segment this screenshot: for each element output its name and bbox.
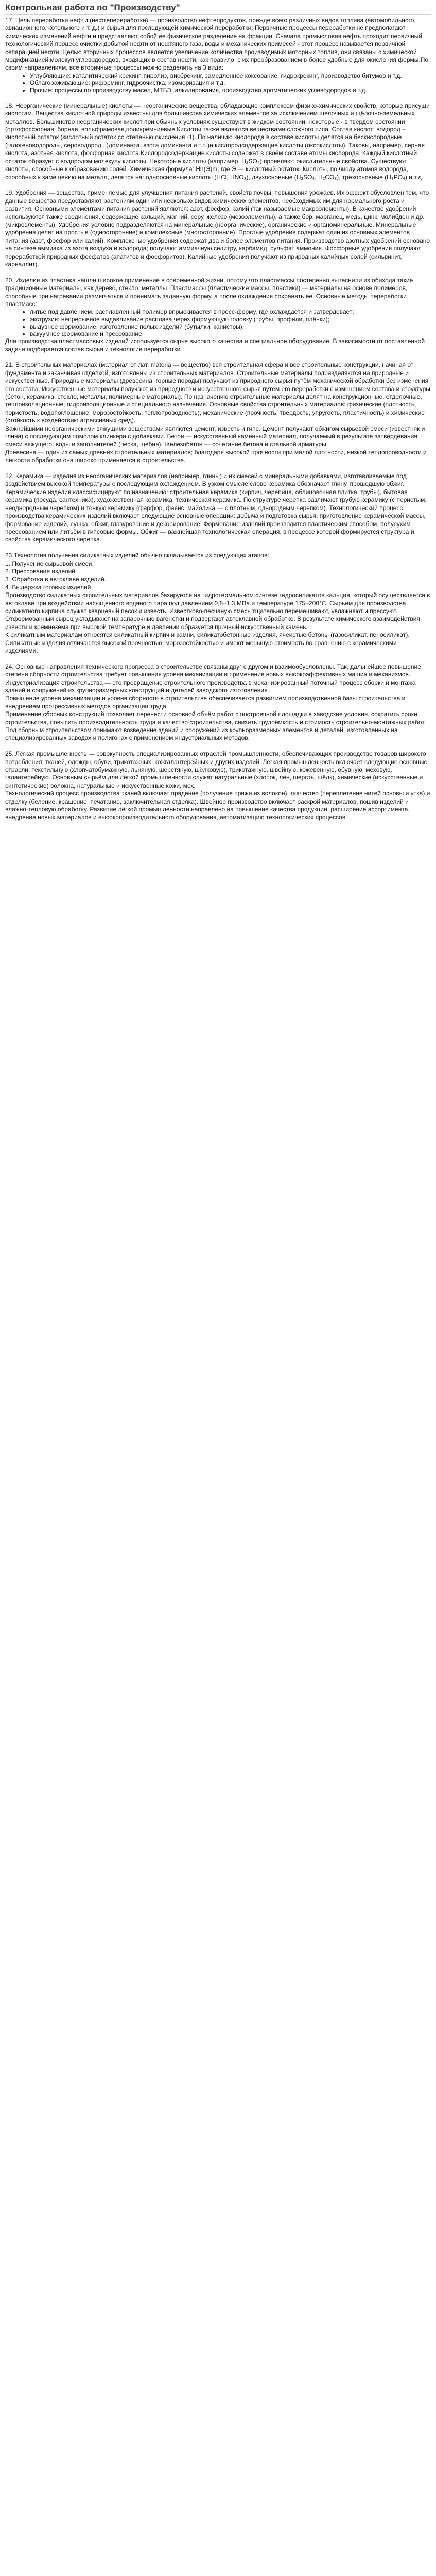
paragraph: 4. Выдержка готовых изделий. — [5, 583, 93, 591]
paragraph: Производство силикатных строительных материалов базируется на гидротермальном синтезе гидросиликатов кальция, который осуществляется в автоклаве при воздействии насыщенного водяного пара под давлением 0,8–1,3 МПа и температуре 175–200°С. Сырьём для производства силикатного кирпича служат кварцевый песок и известь. Известково-песчаную смесь тщательно перемешивают, увлажняют и прессуют. Отформованный сырец укладывают на запарочные вагонетки и подвергают автоклавной обработке. В результате химического взаимодействия извести и кремнезёма при высокой температуре и давлении образуется прочный искусственный камень. — [5, 591, 432, 631]
paragraph-spacer — [5, 268, 431, 276]
paragraph-spacer — [5, 544, 431, 552]
list-item: • Прочие: процессы по производству масел, МТБЭ, алкилирования, производство ароматических углеводородов и т.д. — [30, 87, 431, 94]
paragraph: 21. В строительных материалах (материал от лат. materia — вещество) вся строительная сфера и все строительные конструкции, начиная от фундамента и заканчивая отделкой, изготовлены из строительных материалов. Строительные материалы подразделяются на природные и искусственные. Природные материалы (древесина, горные породы) получают из природного сырья путём механической обработки без изменения его состава. Искусственные материалы получают из природного и искусственного сырья путём его переработки с изменением состава и структуры (бетон, керамика, стекло, металлы, полимерные материалы). По назначению строительные материалы делят на конструкционные, отделочные, теплоизоляционные, гидроизоляционные и специального назначения. Основные свойства строительных материалов: физические (плотность, пористость, водопоглощение, морозостойкость, теплопроводность), механические (прочность, твёрдость, упругость, пластичность) и химические (стойкость к воздействию агрессивных сред). — [5, 361, 432, 425]
list-item: • вакуумное формование и прессование. — [30, 330, 431, 337]
list-item: • выдувное формование: изготовление полых изделий (бутылки, канистры); — [30, 323, 431, 330]
paragraph-spacer — [5, 655, 431, 663]
paragraph: Под сборным строительством понимают возведение зданий и сооружений из крупноразмерных элементов и деталей, изготовленных на специализированных заводах и полигонах с применением индустриальных методов. — [5, 726, 399, 742]
list-item: • литье под давлением: расплавленный полимер впрыскивается в пресс-форму, где охлаждается и затвердевает; — [30, 308, 431, 315]
paragraph: Повышение уровня механизации и уровня сборности в строительстве обеспечивается развитием производственной базы строительства и внедрением прогрессивных методов организации труда. — [5, 694, 407, 710]
document-body — [5, 16, 431, 822]
list-item: • Облагораживающие: риформинг, гидроочистка, изомеризация и т.д. — [30, 79, 431, 87]
bullet-list — [23, 72, 431, 94]
paragraph: К силикатным материалам относятся силикатный кирпич и камни, силикатобетонные изделия, ячеистые бетоны (газосиликат, пеносиликат). Силикатные изделия отличаются высокой прочностью, морозостойкостью и имеют меньшую стоимость по сравнению с керамическими изделиями. — [5, 631, 412, 654]
page-title: Контрольная работа по "Производству" — [5, 2, 431, 15]
paragraph: 1. Получение сырьевой смеси. — [5, 560, 94, 567]
paragraph: 3. Обработка в автоклаве изделий. — [5, 575, 106, 583]
paragraph: 17. Цель переработки нефти (нефтепереработки) — производство нефтепродуктов, прежде всего различных видов топлива (автомобильного, авиационного, котельного и т. д.) и сырья для последующей химической переработки. Первичные процессы переработки не предполагают химических изменений нефти и представляют собой ее физическое разделение на фракции. Сначала промысловая нефть проходит первичный технологический процесс очистки добытой нефти от нефтяного газа, воды и механических примесей - этот процесс называется первичной сепарацией нефти. Целью вторичных процессов является увеличение количества производимых моторных топлив, они связаны с химической модификацией молекул углеводородов, входящих в состав нефти, как правило, с их преобразованием в более удобные для окисления формы.По своим направлениям, все вторичные процессы можно разделить на 3 вида: — [5, 16, 430, 72]
paragraph: 24. Основные направления технического прогресса в строительстве связаны друг с другом и взаимообусловлены. Так, дальнейшее повышение степени сборности строительства требует повышения уровня механизации и применения новых высокоэффективных машин и механизмов. Индустриализация строительства — это превращение строительного производства в механизированный поточный процесс сборки и монтажа зданий и сооружений из крупноразмерных конструкций и деталей заводского изготовления. — [5, 663, 423, 694]
paragraph-spacer — [5, 181, 431, 189]
paragraph: 2. Прессование изделий. — [5, 567, 77, 575]
paragraph: 19. Удобрения — вещества, применяемые для улучшения питания растений, свойств почвы, повышения урожаев. Их эффект обусловлен тем, что данные вещества предоставляют растениям один или несколько видов химических элементов, необходимых им для нормального роста и развития. Основными элементами питания растений являются: азот, фосфор, калий (так называемые макроэлементы). В качестве удобрений используются также соединения, содержащие кальций, магний, серу, железо (мезоэлементы), а также бор, марганец, медь, цинк, молибден и др. (микроэлементы). Удобрения условно подразделяются на минеральные (неорганические), органические и органоминеральные. Минеральные удобрения делят на простые (односторонние) и комплексные (многосторонние). Простые удобрения содержат один из основных элементов питания (азот, фосфор или калий). Комплексные удобрения содержат два и более элементов питания. Производство азотных удобрений основано на синтезе аммиака из азота воздуха и водорода; получают аммиачную селитру, карбамид, сульфат аммония. Фосфорные удобрения получают переработкой природных фосфатов (апатитов и фосфоритов). Калийные удобрения получают из природных калийных солей (сильвинит, карналлит). — [5, 189, 432, 268]
paragraph-spacer — [5, 742, 431, 750]
paragraph: Важнейшими неорганическими вяжущими веществами являются цемент, известь и гипс. Цемент получают обжигом сырьевой смеси (известняк и глина) с последующим помолом клинкера с добавками. Бетон — искусственный каменный материал, получаемый в результате затвердевания смеси вяжущего, воды и заполнителей (песка, щебня). Железобетон — сочетание бетона и стальной арматуры. — [5, 425, 427, 448]
paragraph: Технологический процесс производства тканей включает прядение (получение пряжи из волокон), ткачество (переплетение нитей основы и утка) и отделку (беление, крашение, печатание, заключительная отделка). Швейное производство включает раскрой материалов, пошив изделий и влажно-тепловую обработку. Развитие лёгкой промышленности направлено на повышение качества продукции, расширение ассортимента, внедрение новых материалов и высокопроизводительного оборудования, автоматизацию технологических процессов. — [5, 790, 432, 821]
paragraph: Для производства пластмассовых изделий используется сырье высокого качества и специальное оборудование. В зависимости от поставленной задачи подбирается состав сырья и технология переработки. — [5, 337, 427, 353]
paragraph: 23.Технология получения силикатных изделий обычно складывается из следующих этапов: — [5, 552, 269, 560]
paragraph: Применение сборных конструкций позволяет перенести основной объём работ с построечной площадки в заводские условия, сократить сроки строительства, повысить производительность труда и качество строительства, снизить трудоёмкость и стоимость строительно-монтажных работ. — [5, 710, 426, 726]
paragraph: 22. Керамика — изделия из неорганических материалов (например, глины) и их смесей с минеральными добавками, изготавливаемые под воздействием высокой температуры с последующим охлаждением. В узком смысле слово керамика обозначает глину, прошедшую обжиг. Керамические изделия классифицируют по назначению: строительная керамика (кирпич, черепица, облицовочная плитка, трубы), бытовая керамика (посуда, сантехника), художественная керамика, техническая керамика. По структуре черепка различают грубую керамику (с пористым, неоднородным черепком) и тонкую керамику (фарфор, фаянс, майолика — с плотным, однородным черепком). Технологический процесс производства керамических изделий включает следующие основные операции: добыча и подготовка сырья, приготовление керамической массы, формование изделий, сушка, обжиг, глазурование и декорирование. Формование изделий производится пластическим способом, полусухим прессованием или литьём в гипсовые формы. Обжиг — важнейшая технологическая операция, в процессе которой формируется структура и свойства керамического черепка. — [5, 472, 429, 544]
paragraph: 18. Неорганические (минеральные) кислоты — неорганические вещества, обладающие комплексом физико-химических свойств, которые присущи кислотам. Вещества кислотной природы известны для большинства химических элементов за исключением щелочных и щёлочно-земельных металлов. Большинство неорганических кислот при обычных условиях существуют в жидком состоянии, некоторые - в твёрдом состоянии (ортофосфорная, борная, вольфрамовая,поликремниевые.Кислоты также являются веществами сложного типа. Состав кислот: водород + кислотный остаток (кислотный остаток со степенью окисления -1). По наличию кислорода в составе кислоты делятся на бескислородные (галогеноводороды, сероводород...)доминанта, азота доминанта и т.п.)и кислородсодержащие кислоты (оксокислоты). Таковы, например, серная кислота, азотная кислота, фосфорная кислота.Кислородсодержащие кислоты содержат в своём составе атомы кислорода. Каждый кислотный остаток образует с водородом молекулу кислоты. Некоторые кислоты (например, Н₂SO₄) проявляют окислительные свойства. Существуют кислоты, способные к образованию солей. Химическая формула: Hn(Э)m, где Э — кислотный остаток. Кислоты, по числу атомов водорода, способных к замещению на металл, делятся на: одноосновные кислоты (HCl, HNO₃), двухосновные (H₂SO₄, H₂CO₃), трёхосновные (H₃PO₄) и т.д. — [5, 101, 432, 181]
paragraph: 20. Изделия из пластика нашли широкое применение в современной жизни, потому что пластмассы постепенно вытеснили из обихода такие традиционные материалы, как дерево, стекло, металлы. Пластмассы (пластические массы, пластики) — материалы на основе полимеров, способные при нагревании размягчаться и принимать заданную форму, а после охлаждения сохранять её. Основные методы переработки пластмасс: — [5, 276, 415, 308]
paragraph-spacer — [5, 353, 431, 361]
paragraph: 25. Лёгкая промышленность — совокупность специализированных отраслей промышленности, обеспечивающих производство товаров широкого потребления: тканей, одежды, обуви, трикотажных, кожгалантерейных и других изделий. Лёгкая промышленность включает следующие основные отрасли: текстильную (хлопчатобумажную, льняную, шерстяную, шёлковую), трикотажную, швейную, кожевенную, обувную, меховую, галантерейную. Основным сырьём для лёгкой промышленности служат натуральные (хлопок, лён, шерсть, шёлк), химические (искусственные и синтетические) волокна, натуральные и искусственные кожи, мех. — [5, 750, 429, 789]
bullet-list — [23, 308, 431, 337]
paragraph-spacer — [5, 465, 431, 472]
paragraph-spacer — [5, 94, 431, 101]
paragraph: Древесина — один из самых древних строительных материалов; благодаря высокой прочности при малой плотности, низкой теплопроводности и лёгкости обработки она широко применяется в строительстве. — [5, 448, 429, 464]
list-item: • Углубляющие: каталитический крекинг, пиролиз, висбрекинг, замедленное коксование, гидрокрекинг, производство битумов и т.д. — [30, 72, 431, 79]
list-item: • экструзия: непрерывное выдавливание расплава через формующую головку (трубы, профили, плёнки); — [30, 316, 431, 323]
